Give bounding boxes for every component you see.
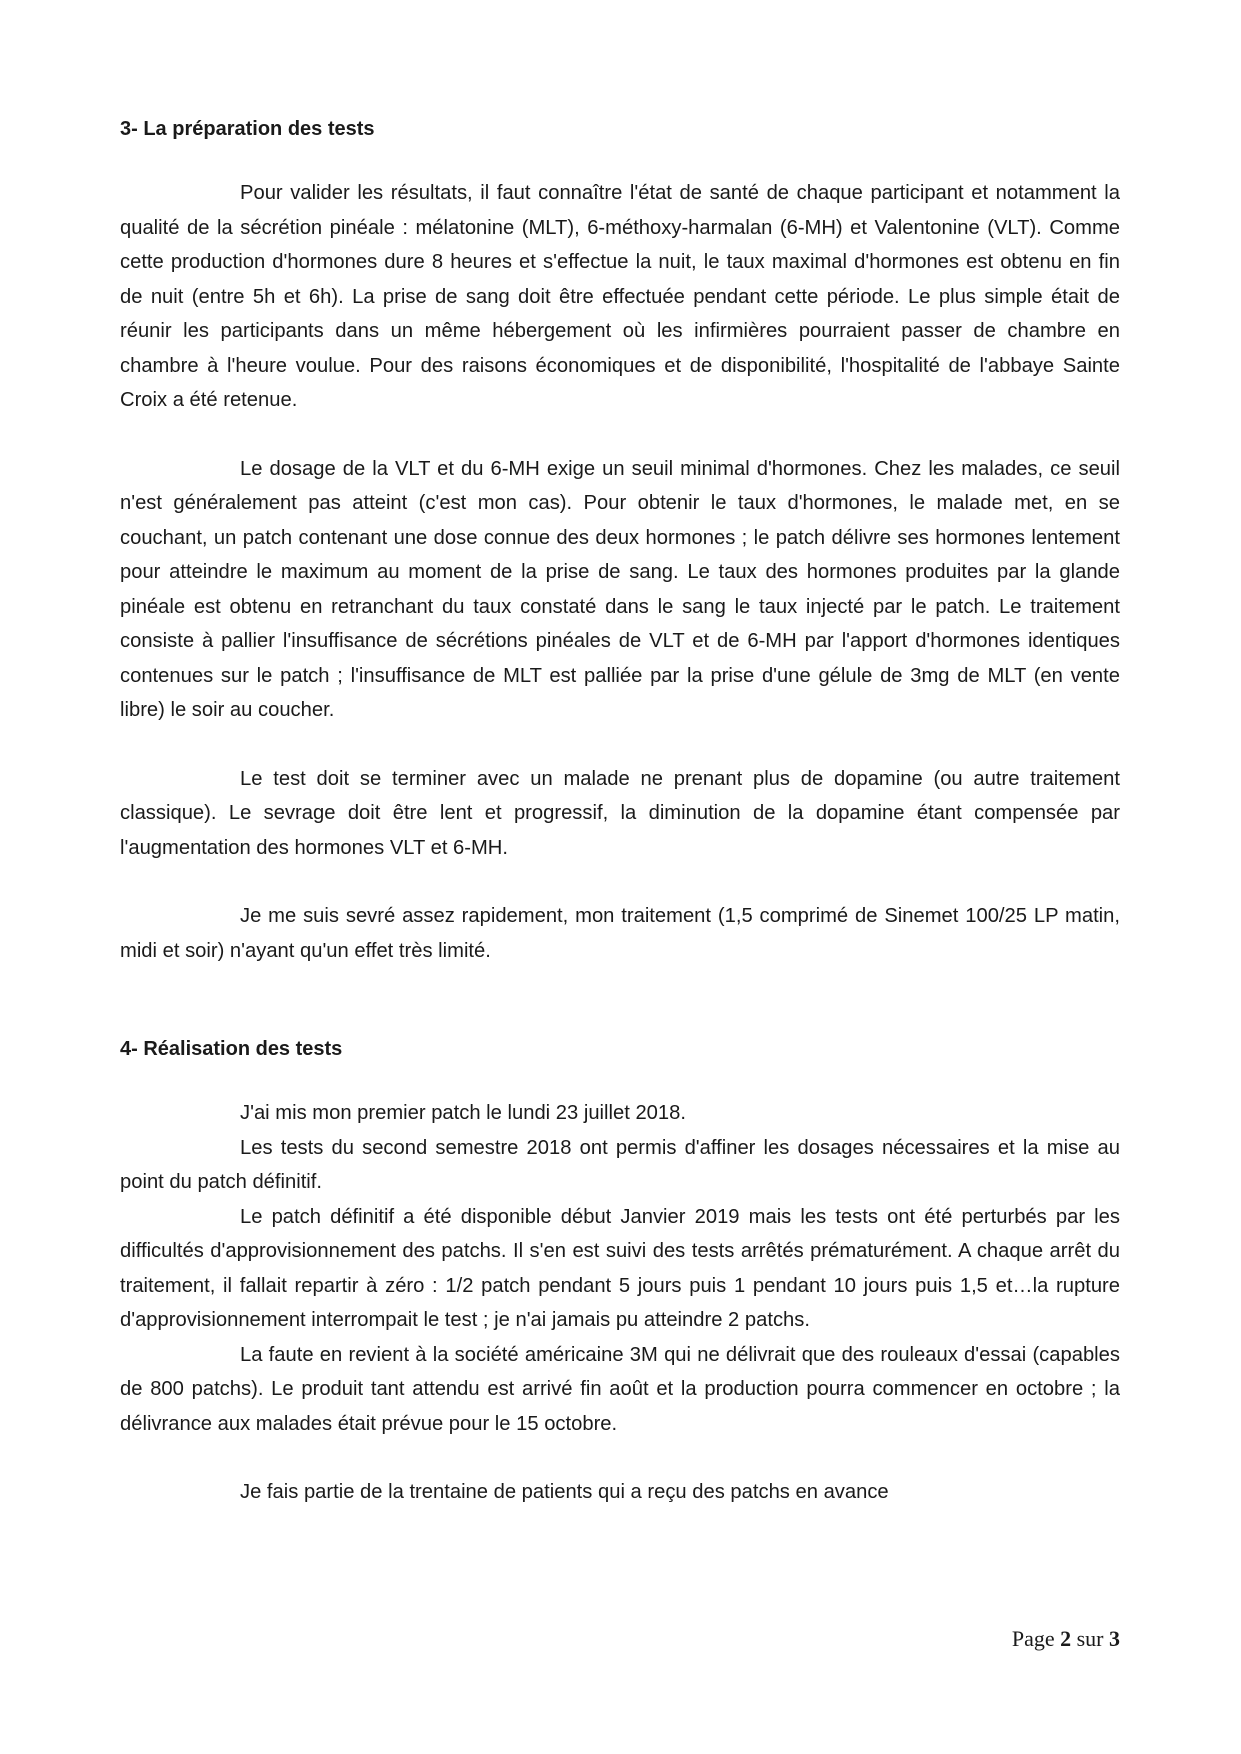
page-total: 3 bbox=[1109, 1626, 1120, 1651]
section-4-paragraph-3: Le patch définitif a été disponible début Janvier 2019 mais les tests ont été perturbés par les difficultés d'approvisionnement des patchs. Il s'en est suivi des tests arrêtés prématurément. A chaque arrêt du traitement, il fallait repartir à zéro : 1/2 patch pendant 5 jours puis 1 pendant 10 jours puis 1,5 et…la rupture d'approvisionnement interrompait le test ; je n'ai jamais pu atteindre 2 patchs. bbox=[120, 1205, 1120, 1331]
section-4-paragraph-2: Les tests du second semestre 2018 ont permis d'affiner les dosages nécessaires et la mise au point du patch définitif. bbox=[120, 1136, 1120, 1193]
section-4-title: 4- Réalisation des tests bbox=[120, 1038, 343, 1060]
page-separator: sur bbox=[1076, 1626, 1104, 1651]
section-3-paragraph-2: Le dosage de la VLT et du 6-MH exige un seuil minimal d'hormones. Chez les malades, ce seuil n'est généralement pas atteint (c'est mon cas). Pour obtenir le taux d'hormones, le malade met, en se couchant, un patch contenant une dose connue des deux hormones ; le patch délivre ses hormones lentement pour atteindre le maximum au moment de la prise de sang. Le taux des hormones produites par la glande pinéale est obtenu en retranchant du taux constaté dans le sang le taux injecté par le patch. Le traitement consiste à pallier l'insuffisance de sécrétions pinéales de VLT et de 6-MH par l'apport d'hormones identiques contenues sur le patch ; l'insuffisance de MLT est palliée par la prise d'une gélule de 3mg de MLT (en vente libre) le soir au coucher. bbox=[120, 457, 1120, 721]
page-label: Page bbox=[1011, 1626, 1055, 1651]
section-4-paragraph-5: Je fais partie de la trentaine de patients qui a reçu des patchs en avance bbox=[240, 1481, 889, 1503]
section-3-paragraph-1: Pour valider les résultats, il faut connaître l'état de santé de chaque participant et notamment la qualité de la sécrétion pinéale : mélatonine (MLT), 6-méthoxy-harmalan (6-MH) et Valentonine (VLT). Comme cette production d'hormones dure 8 heures et s'effectue la nuit, le taux maximal d'hormones est obtenu en fin de nuit (entre 5h et 6h). La prise de sang doit être effectuée pendant cette période. Le plus simple était de réunir les participants dans un même hébergement où les infirmières pourraient passer de chambre en chambre à l'heure voulue. Pour des raisons économiques et de disponibilité, l'hospitalité de l'abbaye Sainte Croix a été retenue. bbox=[120, 182, 1120, 411]
section-4-paragraph-4: La faute en revient à la société américaine 3M qui ne délivrait que des rouleaux d'essai (capables de 800 patchs). Le produit tant attendu est arrivé fin août et la production pourra commencer en octobre ; la délivrance aux malades était prévue pour le 15 octobre. bbox=[120, 1343, 1120, 1435]
section-3-title: 3- La préparation des tests bbox=[120, 118, 375, 140]
section-3-paragraph-4: Je me suis sevré assez rapidement, mon traitement (1,5 comprimé de Sinemet 100/25 LP matin, midi et soir) n'ayant qu'un effet très limité. bbox=[120, 905, 1120, 962]
page-number-footer bbox=[1012, 1626, 1120, 1652]
section-3-paragraph-3: Le test doit se terminer avec un malade ne prenant plus de dopamine (ou autre traitement classique). Le sevrage doit être lent et progressif, la diminution de la dopamine étant compensée par l'augmentation des hormones VLT et 6-MH. bbox=[120, 767, 1120, 859]
page-current: 2 bbox=[1060, 1626, 1072, 1651]
section-4-paragraph-1: J'ai mis mon premier patch le lundi 23 juillet 2018. bbox=[240, 1102, 686, 1124]
document-page bbox=[120, 118, 1120, 1510]
